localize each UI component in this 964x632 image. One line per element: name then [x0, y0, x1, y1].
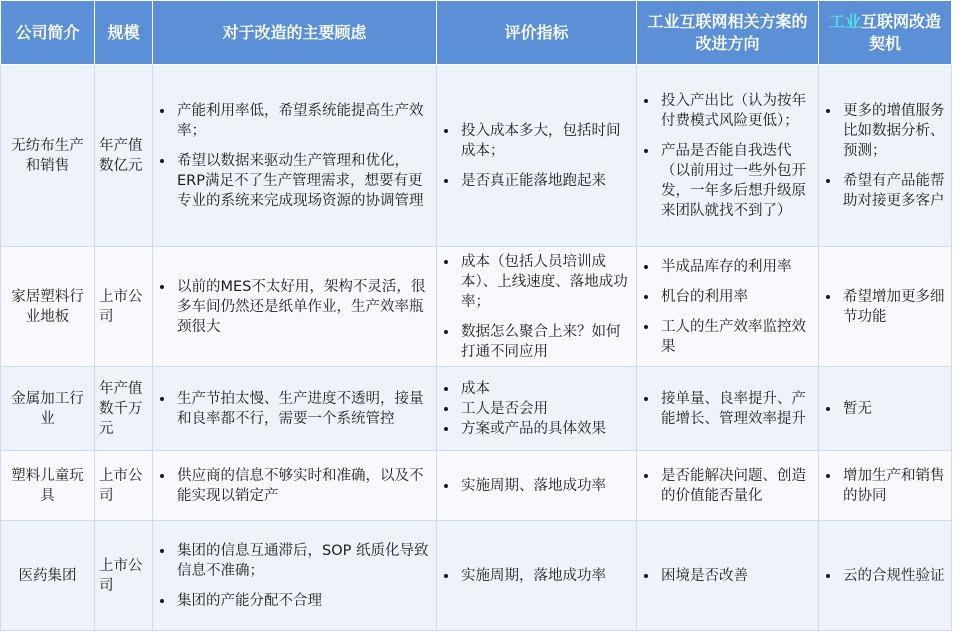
- list-item: • 投入成本多大，包括时间成本；: [459, 121, 632, 161]
- table-row: [1, 367, 952, 451]
- company-cell: 无纺布生产和销售: [1, 65, 95, 247]
- list-item: • 数据怎么聚合上来？如何打通不同应用: [459, 322, 632, 362]
- metrics-cell: [437, 65, 637, 247]
- list-item: • 希望增加更多细节功能: [841, 287, 947, 327]
- table-row: [1, 521, 952, 631]
- list-item: • 更多的增值服务比如数据分析、预测；: [841, 101, 947, 161]
- direction-cell: [637, 65, 819, 247]
- direction-cell: [637, 521, 819, 631]
- direction-cell: [637, 367, 819, 451]
- company-cell: 家居塑料行业地板: [1, 247, 95, 367]
- list-item: • 集团的产能分配不合理: [175, 591, 432, 611]
- metrics-cell: [437, 367, 637, 451]
- list-item: • 希望有产品能帮助对接更多客户: [841, 171, 947, 211]
- header-opportunity-rest: 互联网改造契机: [861, 11, 942, 53]
- opportunity-cell: [819, 521, 952, 631]
- list-item: • 机台的利用率: [659, 287, 814, 307]
- metrics-cell: [437, 247, 637, 367]
- header-metrics: 评价指标: [437, 1, 637, 65]
- table-row: [1, 451, 952, 521]
- list-item: • 半成品库存的利用率: [659, 257, 814, 277]
- opportunity-cell: [819, 65, 952, 247]
- table-row: [1, 247, 952, 367]
- list-item: • 实施周期、落地成功率: [459, 476, 632, 496]
- list-item: • 实施周期，落地成功率: [459, 566, 632, 586]
- list-item: • 集团的信息互通滞后，SOP 纸质化导致信息不准确；: [175, 541, 432, 581]
- list-item: • 是否真正能落地跑起来: [459, 171, 632, 191]
- list-item: • 云的合规性验证: [841, 566, 947, 586]
- list-item: • 成本: [459, 379, 632, 399]
- opportunity-cell: [819, 247, 952, 367]
- list-item: • 接单量、良率提升、产能增长、管理效率提升: [659, 389, 814, 429]
- scale-cell: 上市公司: [95, 247, 153, 367]
- concerns-cell: [153, 367, 437, 451]
- list-item: • 是否能解决问题、创造的价值能否量化: [659, 466, 814, 506]
- company-cell: 医药集团: [1, 521, 95, 631]
- list-item: • 困境是否改善: [659, 566, 814, 586]
- company-cell: 塑料儿童玩具: [1, 451, 95, 521]
- list-item: • 生产节拍太慢、生产进度不透明，接量和良率都不行，需要一个系统管控: [175, 389, 432, 429]
- list-item: • 投入产出比（认为按年付费模式风险更低）；: [659, 91, 814, 131]
- list-item: • 成本（包括人员培训成本）、上线速度、落地成功率；: [459, 252, 632, 312]
- header-opportunity: [819, 1, 952, 65]
- list-item: • 工人的生产效率监控效果: [659, 317, 814, 357]
- header-scale: 规模: [95, 1, 153, 65]
- concerns-cell: [153, 521, 437, 631]
- concerns-cell: [153, 451, 437, 521]
- direction-cell: [637, 451, 819, 521]
- opportunity-cell: [819, 451, 952, 521]
- header-direction: 工业互联网相关方案的改进方向: [637, 1, 819, 65]
- header-row: [1, 1, 952, 65]
- scale-cell: 上市公司: [95, 521, 153, 631]
- direction-cell: [637, 247, 819, 367]
- list-item: • 以前的MES不太好用，架构不灵活，很多车间仍然还是纸单作业，生产效率瓶颈很大: [175, 277, 432, 337]
- concerns-cell: [153, 65, 437, 247]
- scale-cell: 年产值数千万元: [95, 367, 153, 451]
- metrics-cell: [437, 521, 637, 631]
- company-cell: 金属加工行业: [1, 367, 95, 451]
- list-item: • 工人是否会用: [459, 399, 632, 419]
- list-item: • 增加生产和销售的协同: [841, 466, 947, 506]
- opportunity-cell: [819, 367, 952, 451]
- scale-cell: 上市公司: [95, 451, 153, 521]
- table-row: [1, 65, 952, 247]
- header-concerns: 对于改造的主要顾虑: [153, 1, 437, 65]
- list-item: • 希望以数据来驱动生产管理和优化，ERP满足不了生产管理需求，想要有更专业的系统来完成现场资源的协调管理: [175, 151, 432, 211]
- list-item: • 供应商的信息不够实时和准确，以及不能实现以销定产: [175, 466, 432, 506]
- header-opportunity-highlight: 工业: [828, 11, 861, 31]
- list-item: • 产能利用率低，希望系统能提高生产效率；: [175, 101, 432, 141]
- list-item: • 方案或产品的具体效果: [459, 419, 632, 439]
- scale-cell: 年产值数亿元: [95, 65, 153, 247]
- metrics-cell: [437, 451, 637, 521]
- list-item: • 产品是否能自我迭代（以前用过一些外包开发，一年多后想升级原来团队就找不到了）: [659, 141, 814, 221]
- list-item: • 暂无: [841, 399, 947, 419]
- concerns-cell: [153, 247, 437, 367]
- header-company: 公司简介: [1, 1, 95, 65]
